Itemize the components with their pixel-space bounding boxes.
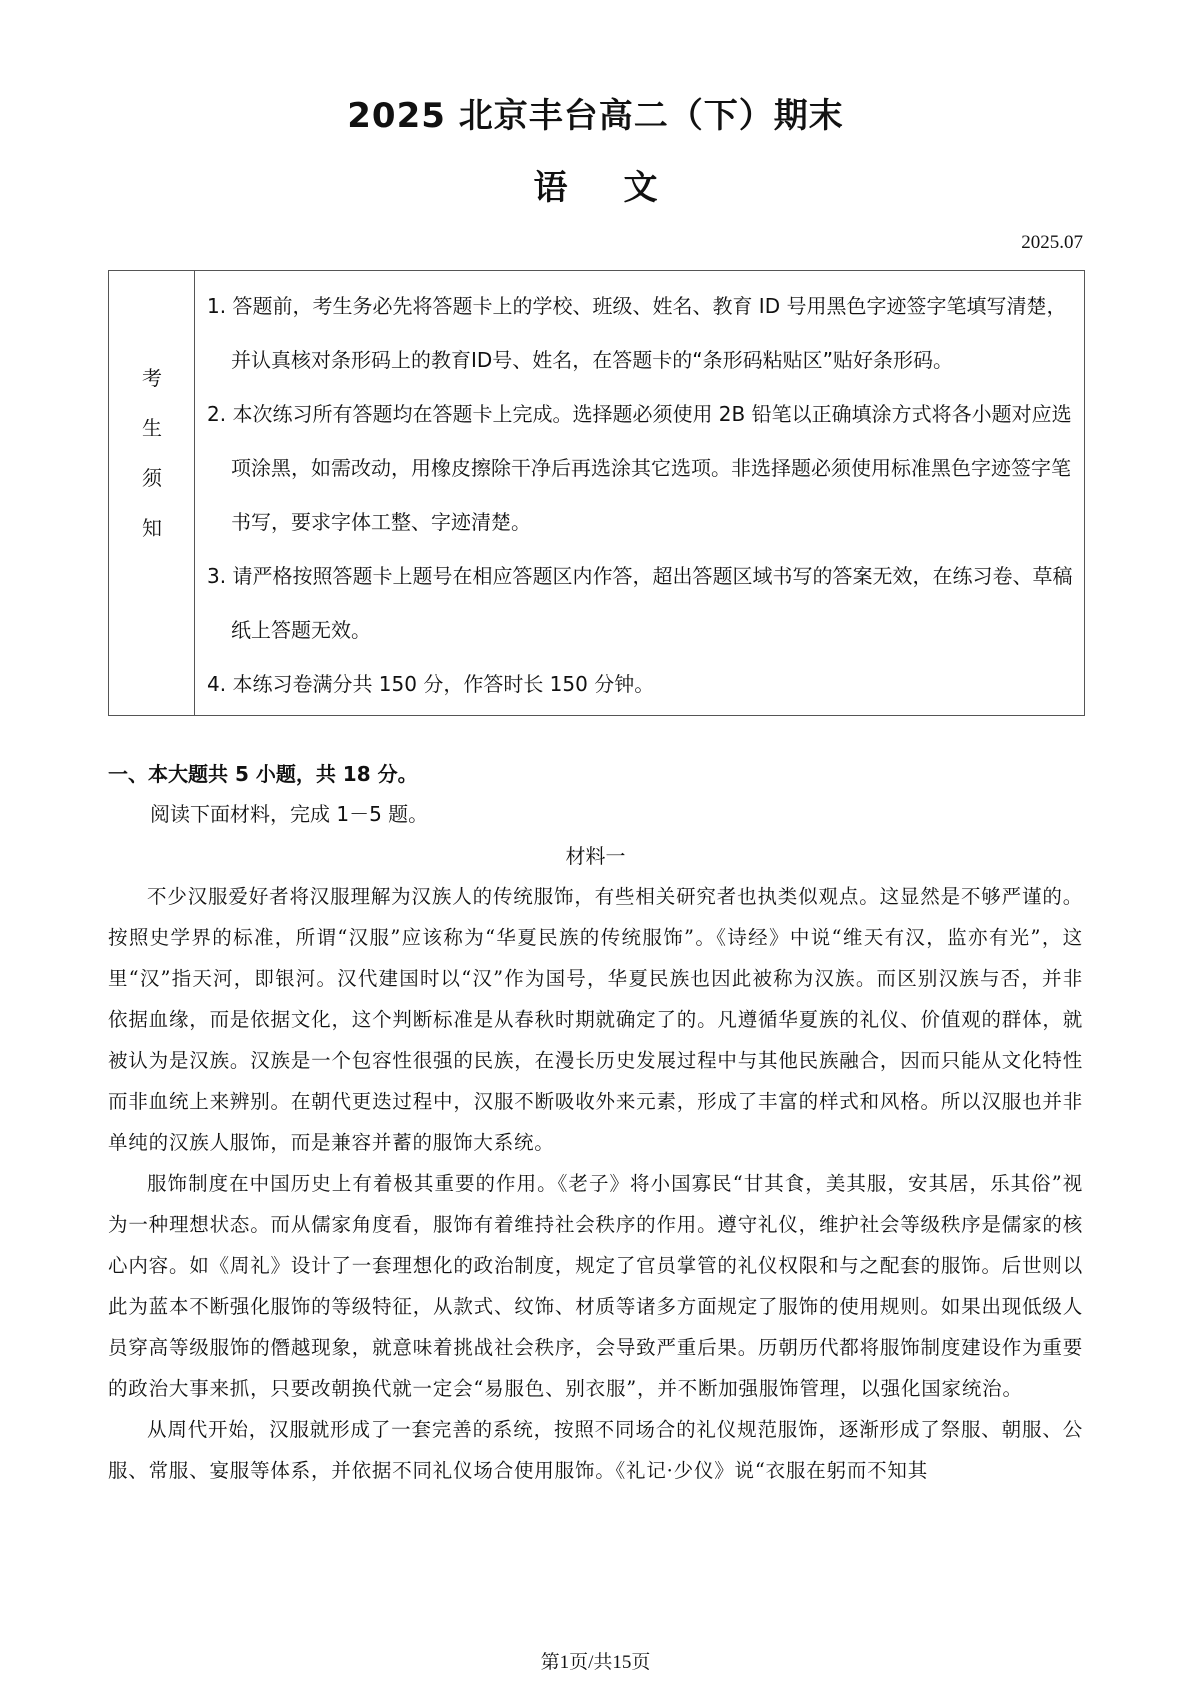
- notice-label-column: [109, 271, 195, 715]
- exam-date: 2025.07: [1021, 232, 1083, 253]
- section-heading: 一、本大题共 5 小题，共 18 分。: [108, 762, 418, 786]
- notice-item: 2. 本次练习所有答题均在答题卡上完成。选择题必须使用 2B 铅笔以正确填涂方式将各小题对应选项涂黑，如需改动，用橡皮擦除干净后再选涂其它选项。非选择题必须使用标准黑色字迹签字笔书写，要求字体工整、字迹清楚。: [207, 402, 1072, 534]
- exam-notice-box: [108, 270, 1085, 716]
- subject-title: 语文: [533, 168, 714, 208]
- paragraph: 服饰制度在中国历史上有着极其重要的作用。《老子》将小国寡民“甘其食，美其服，安其居，乐其俗”视为一种理想状态。而从儒家角度看，服饰有着维持社会秩序的作用。遵守礼仪，维护社会等级秩序是儒家的核心内容。如《周礼》设计了一套理想化的政治制度，规定了官员掌管的礼仪权限和与之配套的服饰。后世则以此为蓝本不断强化服饰的等级特征，从款式、纹饰、材质等诸多方面规定了服饰的使用规则。如果出现低级人员穿高等级服饰的僭越现象，就意味着挑战社会秩序，会导致严重后果。历朝历代都将服饰制度建设作为重要的政治大事来抓，只要改朝换代就一定会“易服色、别衣服”，并不断加强服饰管理，以强化国家统治。: [108, 1172, 1083, 1400]
- document-title: 2025 北京丰台高二（下）期末: [347, 96, 844, 136]
- notice-item: 4. 本练习卷满分共 150 分，作答时长 150 分钟。: [207, 672, 655, 696]
- notice-label-char: 知: [142, 516, 162, 540]
- material-body: [108, 876, 1083, 1491]
- page-number: 第1页/共15页: [540, 1652, 651, 1673]
- notice-label-char: 考: [142, 366, 162, 390]
- notice-item: 3. 请严格按照答题卡上题号在相应答题区内作答，超出答题区域书写的答案无效，在练习卷、草稿纸上答题无效。: [207, 564, 1073, 642]
- notice-label-char: 须: [142, 466, 162, 490]
- paragraph: 不少汉服爱好者将汉服理解为汉族人的传统服饰，有些相关研究者也执类似观点。这显然是不够严谨的。按照史学界的标准，所谓“汉服”应该称为“华夏民族的传统服饰”。《诗经》中说“维天有汉，监亦有光”，这里“汉”指天河，即银河。汉代建国时以“汉”作为国号，华夏民族也因此被称为汉族。而区别汉族与否，并非依据血缘，而是依据文化，这个判断标准是从春秋时期就确定了的。凡遵循华夏族的礼仪、价值观的群体，就被认为是汉族。汉族是一个包容性很强的民族，在漫长历史发展过程中与其他民族融合，因而只能从文化特性而非血统上来辨别。在朝代更迭过程中，汉服不断吸收外来元素，形成了丰富的样式和风格。所以汉服也并非单纯的汉族人服饰，而是兼容并蓄的服饰大系统。: [108, 885, 1083, 1154]
- notice-label-char: 生: [142, 416, 162, 440]
- notice-items: [207, 279, 1077, 711]
- material-title: 材料一: [565, 844, 626, 868]
- notice-item: 1. 答题前，考生务必先将答题卡上的学校、班级、姓名、教育 ID 号用黑色字迹签字笔填写清楚，并认真核对条形码上的教育ID号、姓名，在答题卡的“条形码粘贴区”贴好条形码。: [207, 294, 1067, 372]
- paragraph: 从周代开始，汉服就形成了一套完善的系统，按照不同场合的礼仪规范服饰，逐渐形成了祭服、朝服、公服、常服、宴服等体系，并依据不同礼仪场合使用服饰。《礼记·少仪》说“衣服在躬而不知其: [108, 1418, 1083, 1482]
- section-instruction: 阅读下面材料，完成 1－5 题。: [150, 802, 429, 826]
